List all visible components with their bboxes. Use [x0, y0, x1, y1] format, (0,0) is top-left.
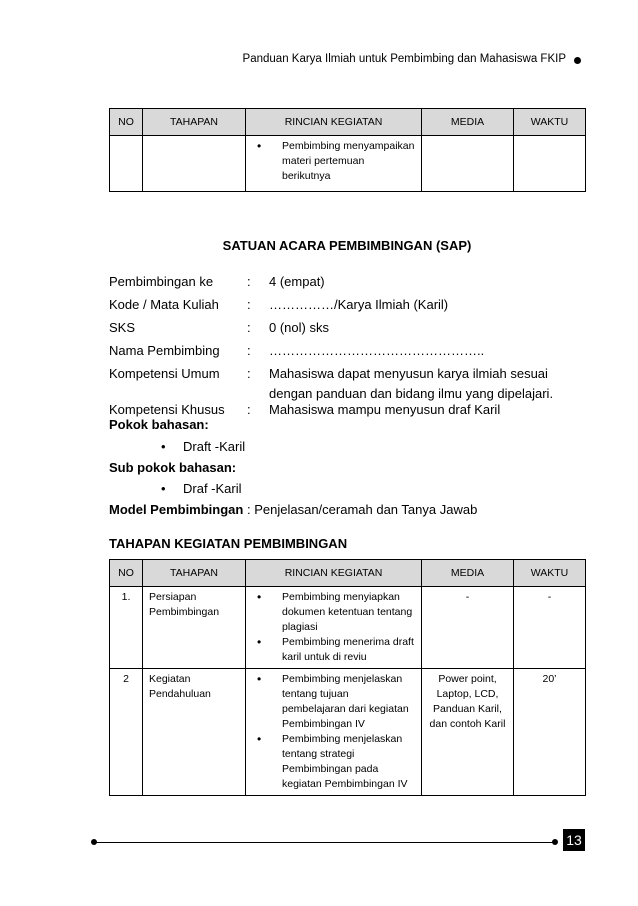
cell-rincian	[246, 669, 422, 796]
sub-pokok-bahasan-item	[161, 479, 242, 498]
list-item: • Pembimbing menyiapkan dokumen ketentuan tentang plagiasi	[252, 590, 415, 635]
model-value: Penjelasan/ceramah dan Tanya Jawab	[254, 502, 478, 517]
info-label: SKS	[109, 320, 136, 335]
info-value: 4 (empat)	[269, 274, 325, 289]
list-item: • Pembimbing menjelaskan tentang tujuan pembelajaran dari kegiatan Pembimbingan IV	[252, 672, 415, 732]
header-waktu: WAKTU	[514, 560, 586, 587]
info-colon: :	[247, 320, 251, 335]
info-label: Nama Pembimbing	[109, 343, 220, 358]
footer-right-dot-icon	[552, 839, 558, 845]
model-colon: :	[246, 502, 251, 517]
bullet-icon: •	[161, 481, 166, 496]
header-tahapan: TAHAPAN	[143, 560, 246, 587]
model-pembimbingan	[109, 500, 477, 519]
table-row	[110, 136, 586, 192]
section-title: TAHAPAN KEGIATAN PEMBIMBINGAN	[109, 536, 348, 551]
info-value: Mahasiswa dapat menyusun karya ilmiah sesuai dengan panduan dan bidang ilmu yang dipelajari.	[269, 366, 554, 401]
cell-waktu	[514, 136, 586, 192]
header-rincian: RINCIAN KEGIATAN	[246, 109, 422, 136]
cell-waktu: 20’	[514, 669, 586, 796]
sap-title: SATUAN ACARA PEMBIMBINGAN (SAP)	[222, 238, 472, 253]
header-no: NO	[110, 560, 143, 587]
info-label: Kompetensi Umum	[109, 366, 220, 381]
info-value: ……………/Karya Ilmiah (Karil)	[269, 297, 449, 312]
cell-waktu: -	[514, 587, 586, 669]
running-header: Panduan Karya Ilmiah untuk Pembimbing dan Mahasiswa FKIP	[242, 53, 566, 65]
model-label: Model Pembimbingan	[109, 502, 244, 517]
header-tahapan: TAHAPAN	[143, 109, 246, 136]
header-waktu: WAKTU	[514, 109, 586, 136]
header-bullet-icon	[574, 57, 581, 64]
sub-pokok-bahasan-label: Sub pokok bahasan:	[109, 460, 237, 475]
activity-table	[109, 559, 586, 796]
cell-no: 2	[110, 669, 143, 796]
list-item: Draf -Karil	[183, 481, 242, 496]
pokok-bahasan-label: Pokok bahasan:	[109, 417, 209, 432]
header-rincian: RINCIAN KEGIATAN	[246, 560, 422, 587]
list-item: • Pembimbing menerima draft karil untuk di reviu	[252, 635, 415, 665]
cell-rincian	[246, 136, 422, 192]
header-media: MEDIA	[422, 560, 514, 587]
table-row	[110, 669, 586, 796]
table-header-row	[110, 560, 586, 587]
cell-no: 1.	[110, 587, 143, 669]
table-header-row	[110, 109, 586, 136]
cell-tahapan: Persiapan Pembimbingan	[143, 587, 246, 669]
info-label: Kode / Mata Kuliah	[109, 297, 219, 312]
header-media: MEDIA	[422, 109, 514, 136]
info-colon: :	[247, 366, 251, 381]
page-number: 13	[563, 829, 585, 851]
info-colon: :	[247, 297, 251, 312]
cell-media	[422, 136, 514, 192]
info-value: 0 (nol) sks	[269, 320, 329, 335]
footer-rule	[94, 842, 556, 843]
cell-tahapan	[143, 136, 246, 192]
cell-tahapan: Kegiatan Pendahuluan	[143, 669, 246, 796]
top-activity-table	[109, 108, 586, 192]
cell-no	[110, 136, 143, 192]
list-item: Draft -Karil	[183, 439, 246, 454]
table-row	[110, 587, 586, 669]
pokok-bahasan-item	[161, 437, 245, 456]
cell-media: -	[422, 587, 514, 669]
cell-media: Power point, Laptop, LCD, Panduan Karil, dan contoh Karil	[422, 669, 514, 796]
info-value: Mahasiswa mampu menyusun draf Karil	[269, 402, 501, 417]
info-label: Kompetensi Khusus	[109, 402, 225, 417]
info-label: Pembimbingan ke	[109, 274, 214, 289]
info-colon: :	[247, 402, 251, 417]
info-value: …………………………………………..	[269, 343, 485, 358]
list-item: • Pembimbing menyampaikan materi pertemuan berikutnya	[252, 139, 415, 184]
header-no: NO	[110, 109, 143, 136]
info-colon: :	[247, 274, 251, 289]
bullet-icon: •	[161, 439, 166, 454]
info-colon: :	[247, 343, 251, 358]
list-item: • Pembimbing menjelaskan tentang strategi Pembimbingan pada kegiatan Pembimbingan IV	[252, 732, 415, 792]
cell-rincian	[246, 587, 422, 669]
